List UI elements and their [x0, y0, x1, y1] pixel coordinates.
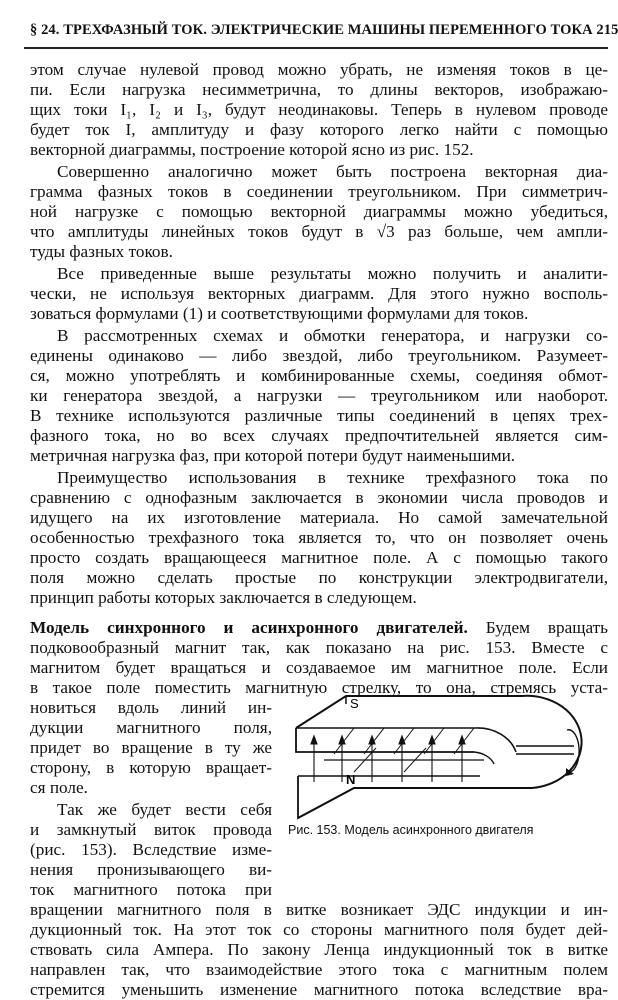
text-line: Так же будет вести себя — [57, 800, 272, 819]
text-line: новиться вдоль линий ин- — [30, 698, 272, 717]
text-line: идущего на их изготовление материала. Но самой замечательной — [30, 508, 608, 527]
text-line: в такое поле поместить магнитную стрелку, то она, стремясь уста- — [30, 678, 608, 697]
text-line: сторону, в которую вращает- — [30, 758, 272, 777]
section-first-text: Будем вращать — [485, 618, 609, 637]
text-line: Преимущество использования в технике трехфазного тока по — [57, 468, 608, 487]
text-line: поля можно сделать простые по конструкции электродвигатели, — [30, 568, 608, 587]
text-line: сравнению с однофазным заключается в экономии числа проводов и — [30, 488, 608, 507]
running-header: § 24. ТРЕХФАЗНЫЙ ТОК. ЭЛЕКТРИЧЕСКИЕ МАШИНЫ ПЕРЕМЕННОГО ТОКА 215 — [30, 22, 618, 38]
header-rule — [24, 47, 608, 49]
section-first-line — [30, 618, 608, 638]
text-line: ся, можно употреблять и комбинированные схемы, соединяя обмот- — [30, 366, 608, 385]
text-line: ной нагрузке с помощью векторной диаграммы можно убедиться, — [30, 202, 608, 221]
text-line: грамма фазных токов в соединении треугольником. При симметрич- — [30, 182, 608, 201]
pole-label-s: S — [350, 696, 359, 711]
text-line: векторной диаграммы, построение которой ясно из рис. 152. — [30, 140, 474, 159]
text-line: этом случае нулевой провод можно убрать, не изменяя токов в це- — [30, 60, 608, 79]
text-line: придет во вращение в ту же — [30, 738, 272, 757]
text-line: дукции магнитного поля, — [30, 718, 272, 737]
text-line: ток магнитного потока при — [30, 880, 272, 899]
text-line: щих токи I₁, I₂ и I₃, будут неодинаковы. Теперь в нулевом проводе — [30, 100, 608, 119]
text-line: зоваться формулами (1) и соответствующими формулами для токов. — [30, 304, 529, 323]
text-line: ся поле. — [30, 778, 88, 797]
text-line: магнитом будет вращаться и создаваемое им магнитное поле. Если — [30, 658, 608, 677]
text-line: Совершенно аналогично может быть построена векторная диа- — [57, 162, 608, 181]
pole-label-n: N — [346, 772, 356, 787]
text-line: ки генератора звездой, а нагрузки — треугольником или наоборот. — [30, 386, 608, 405]
text-line: особенностью трехфазного тока является то, что он позволяет очень — [30, 528, 608, 547]
text-line: В технике используются различные типы соединений в цепях трех- — [30, 406, 608, 425]
text-line: будет ток I, амплитуду и фазу которого легко найти с помощью — [30, 120, 608, 139]
text-line: фазного тока, но во всех случаях предпочтительней является сим- — [30, 426, 608, 445]
text-line: единены одинаково — либо звездой, либо треугольником. Разумеет- — [30, 346, 608, 365]
text-line: направлен так, что взаимодействие этого тока с магнитным полем — [30, 960, 608, 979]
text-line: просто создать вращающееся магнитное поле. А с помощью такого — [30, 548, 608, 567]
text-line: туды фазных токов. — [30, 242, 173, 261]
section-title: Модель синхронного и асинхронного двигателей. — [30, 618, 468, 637]
text-line: принцип работы которых заключается в следующем. — [30, 588, 417, 607]
text-line: метричная нагрузка фаз, при которой потери будут наименьшими. — [30, 446, 516, 465]
text-line: что амплитуды линейных токов будут в √3 раз больше, чем ампли- — [30, 222, 608, 241]
text-line: дукционный ток. На этот ток со стороны магнитного поля будет дей- — [30, 920, 608, 939]
text-line: вращении магнитного поля в витке возникает ЭДС индукции и ин- — [30, 900, 608, 919]
text-line: ствовать сила Ампера. По закону Ленца индукционный ток в витке — [30, 940, 608, 959]
text-line: Все приведенные выше результаты можно получить и аналити- — [57, 264, 608, 283]
figure-horseshoe-magnet — [284, 680, 608, 822]
text-line: стремится уменьшить изменение магнитного потока вследствие вра- — [30, 980, 608, 999]
text-line: (рис. 153). Вследствие изме- — [30, 840, 272, 859]
text-line: В рассмотренных схемах и обмотки генератора, и нагрузки со- — [57, 326, 608, 345]
text-line: нения пронизывающего ви- — [30, 860, 272, 879]
text-line: и замкнутый виток провода — [30, 820, 272, 839]
text-line: пи. Если нагрузка несимметрична, то длины векторов, изображаю- — [30, 80, 608, 99]
figure-caption: Рис. 153. Модель асинхронного двигателя — [288, 823, 534, 837]
text-line: подковообразный магнит так, как показано на рис. 153. Вместе с — [30, 638, 608, 657]
text-line: чески, не используя векторных диаграмм. Для этого нужно восполь- — [30, 284, 608, 303]
